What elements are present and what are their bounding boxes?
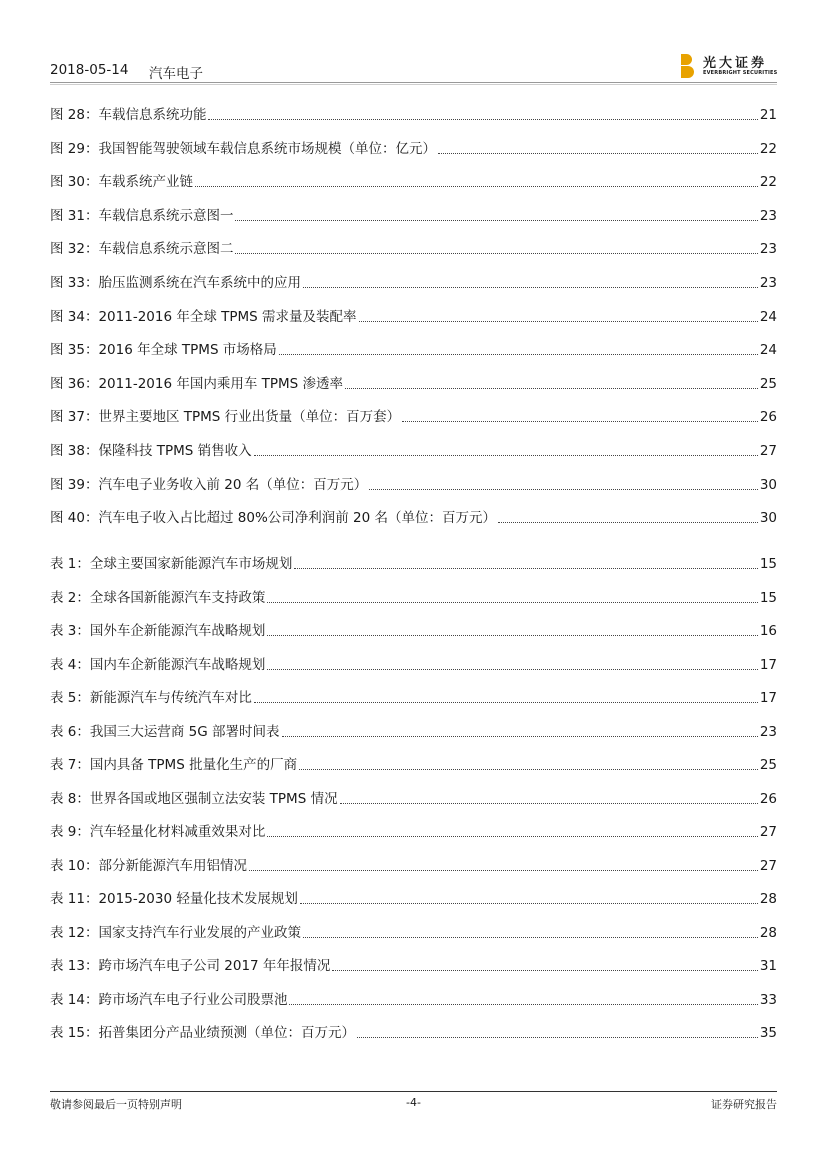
dot-leader (357, 1036, 758, 1038)
toc-figure-entry[interactable] (50, 339, 777, 359)
toc-table-entry[interactable] (50, 922, 777, 942)
toc-figure-entry-page: 23 (759, 241, 777, 258)
toc-table-entry[interactable] (50, 955, 777, 975)
dot-leader (254, 454, 758, 456)
logo-chinese-name: 光大证券 (703, 56, 768, 71)
toc-table-entry[interactable] (50, 754, 777, 774)
toc-figure-entry-label: 图 32：车载信息系统示意图二 (50, 241, 234, 258)
report-sector: 汽车电子 (149, 66, 203, 82)
dot-leader (438, 152, 758, 154)
toc-figure-entry-page: 26 (759, 409, 777, 426)
toc-figure-entry-page: 23 (759, 275, 777, 291)
dot-leader (195, 185, 758, 187)
toc-table-entry[interactable] (50, 1022, 777, 1042)
toc-figure-entry[interactable] (50, 440, 777, 460)
toc-figure-entry[interactable] (50, 138, 777, 158)
toc-table-entry-label: 表 13：跨市场汽车电子公司 2017 年年报情况 (50, 958, 331, 974)
toc-table-entry-label: 表 10：部分新能源汽车用铝情况 (50, 857, 247, 874)
toc-table-entry-page: 15 (759, 589, 777, 606)
dot-leader (402, 420, 758, 422)
toc-figure-entry-label: 图 31：车载信息系统示意图一 (50, 207, 234, 224)
toc-table-entry[interactable] (50, 654, 777, 674)
dot-leader (300, 902, 758, 904)
toc-table-entry-page: 23 (759, 723, 777, 740)
logo-english-name: EVERBRIGHT SECURITIES (703, 70, 778, 76)
toc-figure-entry[interactable] (50, 205, 777, 225)
toc-table-entry[interactable] (50, 553, 777, 573)
toc-figure-entry-label: 图 36：2011-2016 年国内乘用车 TPMS 渗透率 (50, 375, 344, 392)
toc-figure-entry-label: 图 38：保隆科技 TPMS 销售收入 (50, 443, 252, 459)
toc-figure-entry-page: 22 (759, 140, 777, 157)
toc-figure-entry-page: 27 (759, 443, 777, 459)
dot-leader (279, 353, 758, 355)
dot-leader (235, 252, 757, 254)
toc-figure-entry-page: 21 (759, 107, 777, 123)
toc-table-entry-page: 15 (759, 556, 777, 572)
everbright-logo (681, 52, 777, 80)
toc-figure-entry-label: 图 37：世界主要地区 TPMS 行业出货量（单位：百万套） (50, 409, 401, 426)
footer-rule (50, 1091, 777, 1092)
toc-table-entry-page: 33 (759, 991, 777, 1008)
dot-leader (267, 668, 757, 670)
toc-table-entry[interactable] (50, 721, 777, 741)
toc-table-entry-page: 17 (759, 656, 777, 673)
toc-figure-entry-page: 25 (759, 375, 777, 392)
dot-leader (369, 488, 758, 490)
toc-figure-entry[interactable] (50, 171, 777, 191)
toc-figure-entry-label: 图 40：汽车电子收入占比超过 80%公司净利润前 20 名（单位：百万元） (50, 510, 497, 527)
toc-table-entry-page: 26 (759, 790, 777, 807)
dot-leader (254, 701, 758, 703)
toc-table-entry-page: 28 (759, 891, 777, 907)
toc-table-entry[interactable] (50, 687, 777, 707)
toc-figure-entry-label: 图 28：车载信息系统功能 (50, 107, 207, 123)
toc-figure-entry[interactable] (50, 474, 777, 494)
toc-table-entry-page: 27 (759, 857, 777, 874)
dot-leader (498, 521, 758, 523)
toc-table-entry[interactable] (50, 620, 777, 640)
toc-figure-entry-label: 图 39：汽车电子业务收入前 20 名（单位：百万元） (50, 476, 368, 493)
toc-figure-entry-page: 24 (759, 308, 777, 325)
toc-table-entry-page: 16 (759, 623, 777, 639)
toc-table-entry-page: 25 (759, 757, 777, 773)
toc-table-entry[interactable] (50, 788, 777, 808)
report-date: 2018-05-14 (50, 62, 129, 78)
toc-figure-entry-page: 30 (759, 510, 777, 527)
toc-table-entry-label: 表 15：拓普集团分产品业绩预测（单位：百万元） (50, 1025, 355, 1041)
toc-figure-entry-page: 24 (759, 342, 777, 359)
dot-leader (267, 601, 757, 603)
header-rule-secondary (50, 84, 777, 85)
toc-figure-entry-page: 23 (759, 207, 777, 224)
toc-figure-entry[interactable] (50, 238, 777, 258)
disclaimer-note: 敬请参阅最后一页特别声明 (50, 1098, 182, 1111)
dot-leader (208, 118, 757, 120)
toc-table-entry-page: 31 (759, 958, 777, 974)
toc-table-entry-label: 表 12：国家支持汽车行业发展的产业政策 (50, 924, 301, 941)
dot-leader (299, 768, 758, 770)
toc-figure-entry-label: 图 33：胎压监测系统在汽车系统中的应用 (50, 275, 301, 291)
dot-leader (267, 835, 757, 837)
toc-figure-entry-page: 22 (759, 174, 777, 191)
page-header (50, 52, 777, 82)
dot-leader (267, 634, 757, 636)
toc-table-entry-label: 表 1：全球主要国家新能源汽车市场规划 (50, 556, 293, 572)
dot-leader (303, 936, 758, 938)
toc-figure-entry[interactable] (50, 373, 777, 393)
logo-mark-icon (681, 54, 697, 78)
toc-table-entry[interactable] (50, 587, 777, 607)
dot-leader (294, 567, 757, 569)
toc-table-entry-label: 表 14：跨市场汽车电子行业公司股票池 (50, 991, 288, 1008)
page-footer (50, 1096, 777, 1114)
toc-figure-entry[interactable] (50, 406, 777, 426)
report-type: 证券研究报告 (711, 1098, 777, 1111)
toc-table-entry-page: 27 (759, 824, 777, 840)
toc-figure-entry[interactable] (50, 306, 777, 326)
dot-leader (235, 219, 757, 221)
dot-leader (332, 969, 757, 971)
toc-table-entry-label: 表 11：2015-2030 轻量化技术发展规划 (50, 891, 298, 907)
toc-figure-entry[interactable] (50, 104, 777, 124)
toc-table-entry-label: 表 6：我国三大运营商 5G 部署时间表 (50, 723, 280, 740)
toc-table-entry-label: 表 9：汽车轻量化材料减重效果对比 (50, 824, 266, 840)
toc-table-entry-label: 表 7：国内具备 TPMS 批量化生产的厂商 (50, 757, 298, 773)
dot-leader (289, 1003, 757, 1005)
dot-leader (249, 869, 758, 871)
toc-table-entry-page: 35 (759, 1025, 777, 1041)
toc-figure-entry-page: 30 (759, 476, 777, 493)
toc-table-entry-label: 表 4：国内车企新能源汽车战略规划 (50, 656, 266, 673)
dot-leader (340, 802, 758, 804)
toc-figure-entry[interactable] (50, 272, 777, 292)
dot-leader (345, 387, 758, 389)
toc-figure-entry[interactable] (50, 507, 777, 527)
toc-table-entry-page: 28 (759, 924, 777, 941)
toc-table-entry-label: 表 8：世界各国或地区强制立法安装 TPMS 情况 (50, 790, 338, 807)
toc-table-entry[interactable] (50, 855, 777, 875)
toc-table-entry-page: 17 (759, 690, 777, 706)
toc-table-entry[interactable] (50, 888, 777, 908)
dot-leader (282, 735, 758, 737)
toc-figure-entry-label: 图 30：车载系统产业链 (50, 174, 193, 191)
page-number: -4- (406, 1096, 421, 1109)
toc-figure-entry-label: 图 35：2016 年全球 TPMS 市场格局 (50, 342, 277, 359)
toc-table-entry-label: 表 2：全球各国新能源汽车支持政策 (50, 589, 266, 606)
dot-leader (303, 286, 758, 288)
toc-figure-entry-label: 图 29：我国智能驾驶领域车载信息系统市场规模（单位：亿元） (50, 140, 436, 157)
header-rule (50, 82, 777, 83)
toc-table-entry[interactable] (50, 989, 777, 1009)
toc-figure-entry-label: 图 34：2011-2016 年全球 TPMS 需求量及装配率 (50, 308, 357, 325)
toc-table-entry-label: 表 5：新能源汽车与传统汽车对比 (50, 690, 252, 706)
toc-table-entry[interactable] (50, 821, 777, 841)
dot-leader (359, 320, 758, 322)
toc-table-entry-label: 表 3：国外车企新能源汽车战略规划 (50, 623, 266, 639)
